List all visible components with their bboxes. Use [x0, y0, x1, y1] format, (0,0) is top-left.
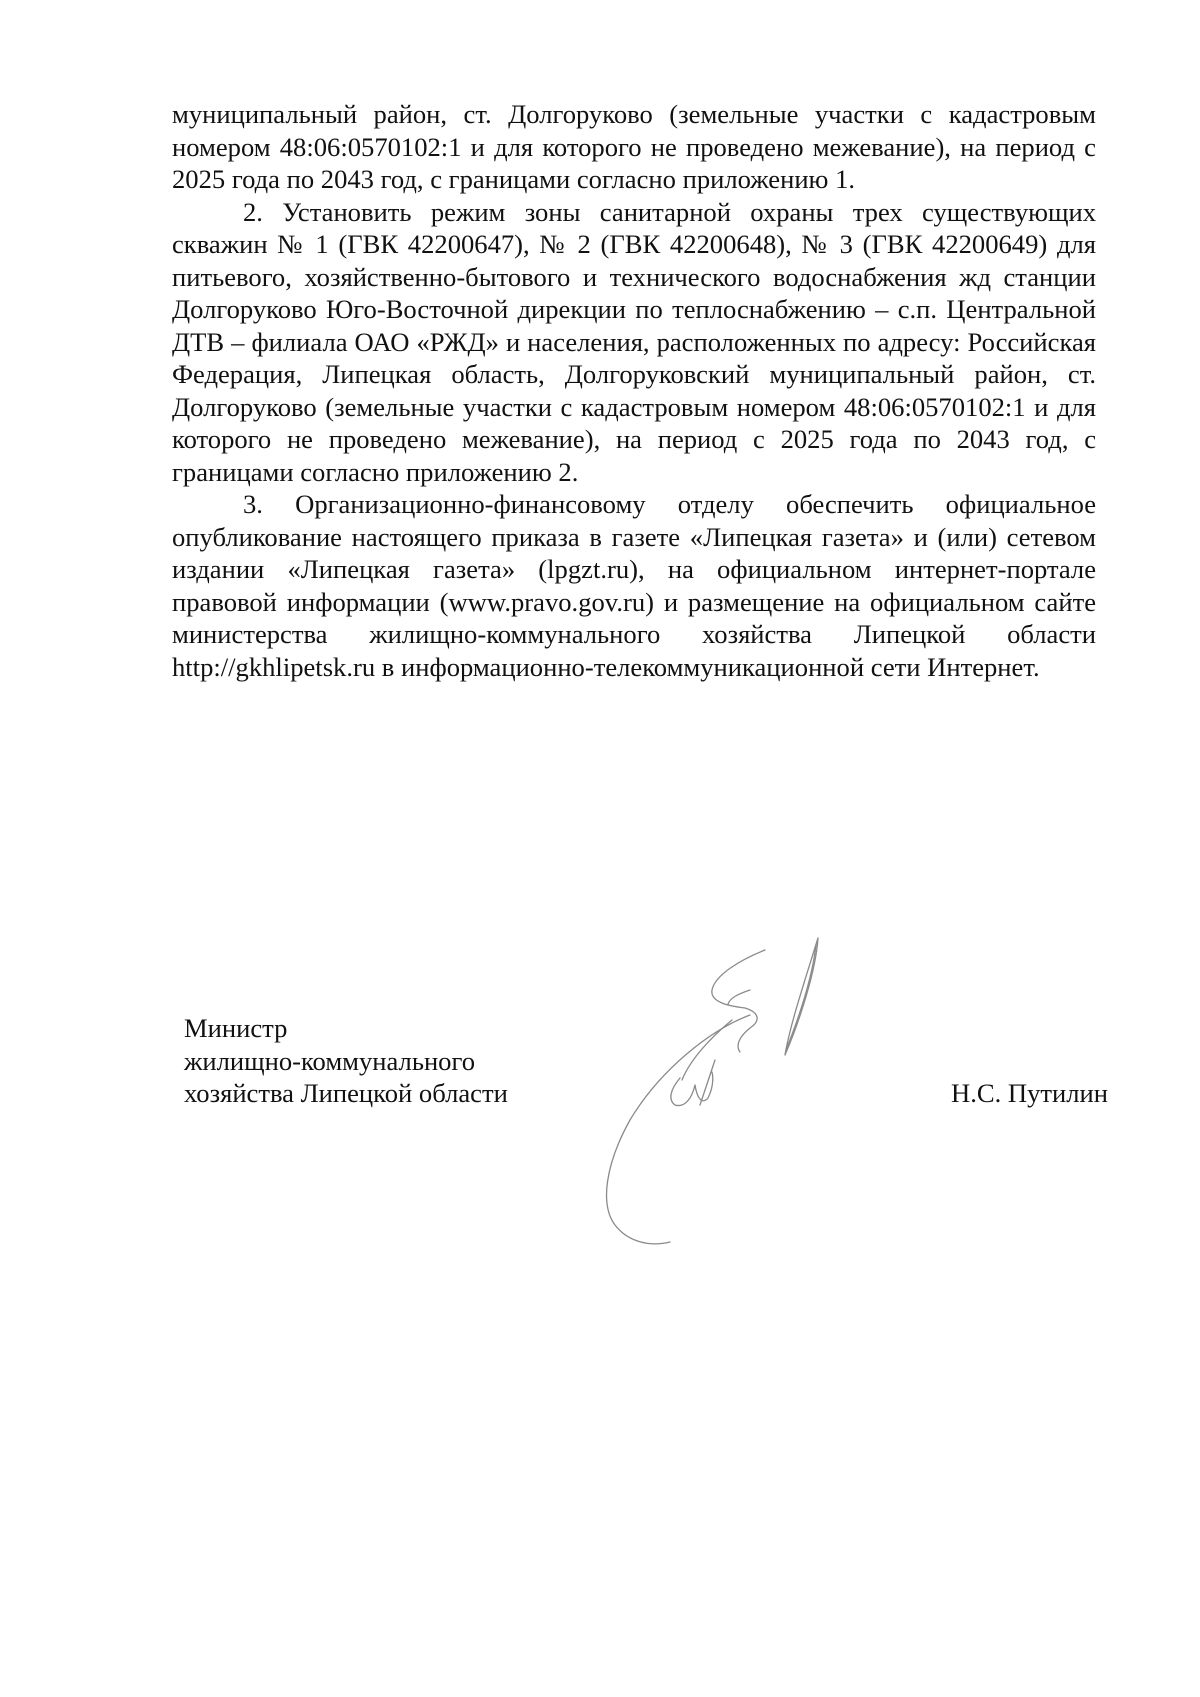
signature-stroke-mid — [671, 1072, 713, 1106]
handwritten-signature — [600, 920, 900, 1260]
signature-stroke-tall — [785, 938, 818, 1055]
paragraph-item-3: 3. Организационно-финансовому отделу обеспечить официальное опубликование настоящего приказа в газете «Липецкая газета» и (или) сетевом издании «Липецкая газета» (lpgzt.ru), на официальном интернет-портале правовой информации (www.pravo.gov.ru) и размещение на официальном сайте министерства жилищно-коммунального хозяйства Липецкой области http://gkhlipetsk.ru в информационно-телекоммуникационной сети Интернет. — [172, 489, 1096, 682]
document-body — [172, 98, 1096, 683]
position-line-2: жилищно-коммунального — [184, 1045, 476, 1076]
signature-stroke-inner — [682, 1020, 732, 1080]
signature-stroke-loop — [607, 1015, 750, 1244]
paragraph-item-2: 2. Установить режим зоны санитарной охраны трех существующих скважин № 1 (ГВК 42200647), № 2 (ГВК 42200648), № 3 (ГВК 42200649) для питьевого, хозяйственно-бытового и технического водоснабжения жд станции Долгоруково Юго-Восточной дирекции по теплоснабжению – с.п. Центральной ДТВ – филиала ОАО «РЖД» и населения, расположенных по адресу: Российская Федерация, Липецкая область, Долгоруковский муниципальный район, ст. Долгоруково (земельные участки с кадастровым номером 48:06:0570102:1 и для которого не проведено межевание), на период с 2025 года по 2043 год, с границами согласно приложению 2. — [172, 196, 1096, 487]
signatory-position — [184, 1012, 508, 1110]
paragraph-continued: муниципальный район, ст. Долгоруково (земельные участки с кадастровым номером 48:06:0570102:1 и для которого не проведено межевание), на период с 2025 года по 2043 год, с границами согласно приложению 1. — [172, 99, 1096, 194]
position-line-1: Министр — [184, 1013, 288, 1043]
signature-stroke-hook — [712, 950, 765, 1052]
signer-name: Н.С. Путилин — [951, 1078, 1108, 1108]
signature-stroke-hook-tail — [728, 990, 750, 1004]
position-line-3: хозяйства Липецкой области — [184, 1078, 508, 1108]
